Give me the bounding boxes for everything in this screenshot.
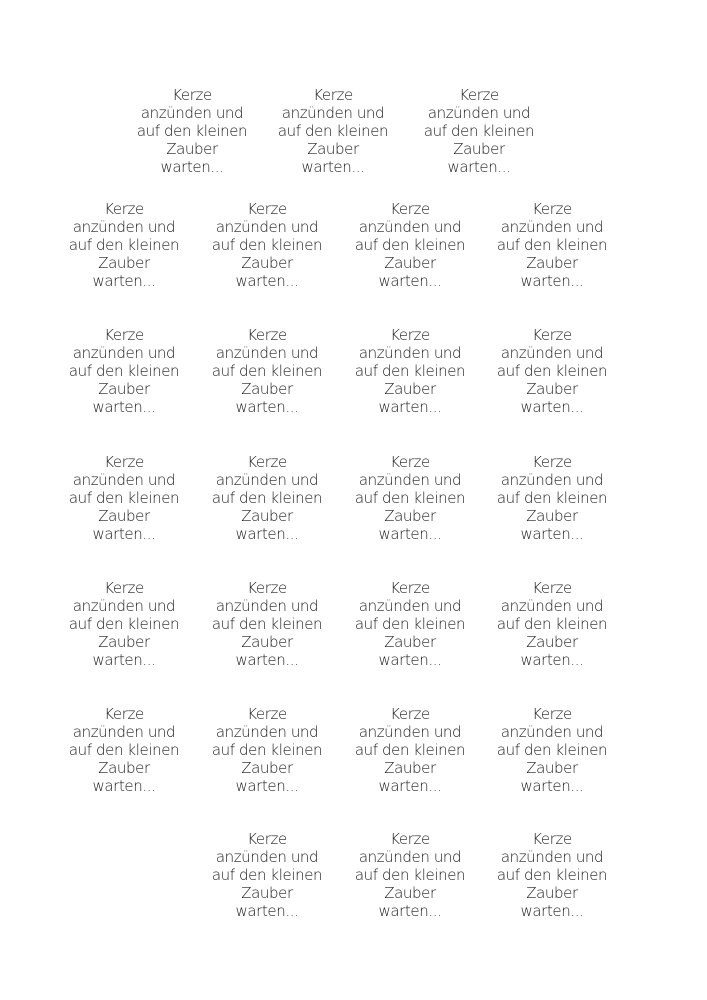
label-line-2: anzünden und bbox=[215, 723, 319, 741]
label-line-1: Kerze bbox=[247, 453, 287, 471]
label-line-5: warten... bbox=[92, 525, 156, 543]
label-line-3: auf den kleinen bbox=[211, 489, 323, 507]
candle-label bbox=[207, 579, 327, 669]
label-line-1: Kerze bbox=[390, 830, 430, 848]
label-line-4: Zauber bbox=[384, 254, 436, 272]
label-line-5: warten... bbox=[520, 651, 584, 669]
label-line-2: anzünden und bbox=[427, 104, 531, 122]
label-line-5: warten... bbox=[301, 158, 365, 176]
label-line-5: warten... bbox=[92, 651, 156, 669]
label-line-4: Zauber bbox=[98, 759, 150, 777]
label-line-3: auf den kleinen bbox=[496, 362, 608, 380]
label-line-1: Kerze bbox=[390, 453, 430, 471]
label-line-2: anzünden und bbox=[358, 597, 462, 615]
candle-label bbox=[419, 86, 539, 176]
label-line-5: warten... bbox=[92, 398, 156, 416]
label-line-5: warten... bbox=[235, 272, 299, 290]
label-line-1: Kerze bbox=[313, 86, 353, 104]
label-line-3: auf den kleinen bbox=[136, 122, 248, 140]
label-line-2: anzünden und bbox=[72, 597, 176, 615]
label-line-1: Kerze bbox=[104, 453, 144, 471]
label-line-4: Zauber bbox=[526, 380, 578, 398]
candle-label bbox=[492, 326, 612, 416]
label-line-3: auf den kleinen bbox=[211, 615, 323, 633]
label-line-5: warten... bbox=[235, 651, 299, 669]
label-line-5: warten... bbox=[235, 525, 299, 543]
label-line-1: Kerze bbox=[104, 326, 144, 344]
label-line-2: anzünden und bbox=[500, 848, 604, 866]
label-line-3: auf den kleinen bbox=[211, 236, 323, 254]
label-line-1: Kerze bbox=[532, 830, 572, 848]
label-line-4: Zauber bbox=[384, 884, 436, 902]
label-line-4: Zauber bbox=[241, 507, 293, 525]
label-line-4: Zauber bbox=[384, 380, 436, 398]
candle-label bbox=[350, 200, 470, 290]
candle-label bbox=[207, 326, 327, 416]
label-line-1: Kerze bbox=[247, 830, 287, 848]
label-line-5: warten... bbox=[520, 902, 584, 920]
label-line-5: warten... bbox=[447, 158, 511, 176]
label-line-5: warten... bbox=[520, 525, 584, 543]
label-line-5: warten... bbox=[378, 398, 442, 416]
label-line-5: warten... bbox=[235, 902, 299, 920]
label-line-3: auf den kleinen bbox=[68, 362, 180, 380]
label-line-4: Zauber bbox=[241, 884, 293, 902]
candle-label bbox=[64, 705, 184, 795]
candle-label bbox=[350, 830, 470, 920]
label-line-4: Zauber bbox=[453, 140, 505, 158]
label-line-4: Zauber bbox=[241, 380, 293, 398]
label-line-2: anzünden und bbox=[358, 471, 462, 489]
label-line-1: Kerze bbox=[247, 326, 287, 344]
label-line-4: Zauber bbox=[526, 254, 578, 272]
label-line-5: warten... bbox=[378, 777, 442, 795]
label-line-1: Kerze bbox=[390, 705, 430, 723]
label-line-3: auf den kleinen bbox=[68, 741, 180, 759]
candle-label bbox=[492, 579, 612, 669]
label-line-1: Kerze bbox=[104, 579, 144, 597]
label-line-2: anzünden und bbox=[500, 471, 604, 489]
candle-label bbox=[492, 200, 612, 290]
label-line-4: Zauber bbox=[241, 633, 293, 651]
candle-label bbox=[273, 86, 393, 176]
label-line-2: anzünden und bbox=[72, 723, 176, 741]
label-line-1: Kerze bbox=[247, 579, 287, 597]
candle-label bbox=[64, 326, 184, 416]
label-line-3: auf den kleinen bbox=[354, 489, 466, 507]
candle-label bbox=[207, 453, 327, 543]
candle-label bbox=[492, 453, 612, 543]
label-line-1: Kerze bbox=[172, 86, 212, 104]
candle-label bbox=[492, 830, 612, 920]
label-line-4: Zauber bbox=[526, 507, 578, 525]
label-line-2: anzünden und bbox=[358, 218, 462, 236]
label-line-2: anzünden und bbox=[72, 344, 176, 362]
label-line-3: auf den kleinen bbox=[68, 489, 180, 507]
label-line-2: anzünden und bbox=[215, 848, 319, 866]
label-line-2: anzünden und bbox=[358, 723, 462, 741]
label-line-4: Zauber bbox=[98, 380, 150, 398]
label-line-2: anzünden und bbox=[72, 218, 176, 236]
label-line-3: auf den kleinen bbox=[354, 866, 466, 884]
label-line-3: auf den kleinen bbox=[496, 866, 608, 884]
candle-label bbox=[207, 200, 327, 290]
label-line-4: Zauber bbox=[241, 759, 293, 777]
label-line-3: auf den kleinen bbox=[423, 122, 535, 140]
label-line-4: Zauber bbox=[166, 140, 218, 158]
label-line-4: Zauber bbox=[526, 884, 578, 902]
label-line-1: Kerze bbox=[532, 579, 572, 597]
label-line-1: Kerze bbox=[459, 86, 499, 104]
label-line-3: auf den kleinen bbox=[277, 122, 389, 140]
label-line-1: Kerze bbox=[390, 579, 430, 597]
candle-label bbox=[350, 705, 470, 795]
label-line-5: warten... bbox=[378, 651, 442, 669]
candle-label bbox=[350, 326, 470, 416]
label-line-5: warten... bbox=[520, 272, 584, 290]
label-line-1: Kerze bbox=[247, 200, 287, 218]
label-line-2: anzünden und bbox=[500, 723, 604, 741]
label-line-3: auf den kleinen bbox=[211, 866, 323, 884]
label-line-3: auf den kleinen bbox=[496, 741, 608, 759]
candle-label bbox=[207, 830, 327, 920]
label-line-5: warten... bbox=[520, 777, 584, 795]
label-line-2: anzünden und bbox=[358, 344, 462, 362]
candle-label bbox=[350, 453, 470, 543]
label-line-2: anzünden und bbox=[140, 104, 244, 122]
label-line-1: Kerze bbox=[247, 705, 287, 723]
label-line-3: auf den kleinen bbox=[354, 615, 466, 633]
label-line-5: warten... bbox=[235, 398, 299, 416]
candle-label bbox=[64, 579, 184, 669]
label-line-5: warten... bbox=[92, 777, 156, 795]
label-line-4: Zauber bbox=[241, 254, 293, 272]
candle-label bbox=[64, 200, 184, 290]
label-line-1: Kerze bbox=[532, 453, 572, 471]
label-line-3: auf den kleinen bbox=[496, 615, 608, 633]
candle-label bbox=[207, 705, 327, 795]
label-line-1: Kerze bbox=[532, 705, 572, 723]
label-line-5: warten... bbox=[160, 158, 224, 176]
label-line-2: anzünden und bbox=[215, 471, 319, 489]
label-line-4: Zauber bbox=[384, 507, 436, 525]
label-line-4: Zauber bbox=[384, 759, 436, 777]
label-line-2: anzünden und bbox=[215, 597, 319, 615]
candle-label bbox=[64, 453, 184, 543]
label-line-1: Kerze bbox=[104, 200, 144, 218]
label-line-2: anzünden und bbox=[215, 344, 319, 362]
label-line-3: auf den kleinen bbox=[354, 741, 466, 759]
label-line-1: Kerze bbox=[532, 326, 572, 344]
label-line-5: warten... bbox=[235, 777, 299, 795]
label-line-4: Zauber bbox=[526, 633, 578, 651]
label-line-2: anzünden und bbox=[358, 848, 462, 866]
label-line-5: warten... bbox=[378, 525, 442, 543]
label-line-1: Kerze bbox=[390, 326, 430, 344]
label-line-2: anzünden und bbox=[500, 597, 604, 615]
label-line-3: auf den kleinen bbox=[68, 615, 180, 633]
label-line-5: warten... bbox=[92, 272, 156, 290]
label-line-3: auf den kleinen bbox=[496, 489, 608, 507]
label-line-4: Zauber bbox=[98, 507, 150, 525]
candle-label bbox=[492, 705, 612, 795]
label-line-1: Kerze bbox=[390, 200, 430, 218]
label-line-3: auf den kleinen bbox=[68, 236, 180, 254]
label-line-3: auf den kleinen bbox=[496, 236, 608, 254]
label-line-4: Zauber bbox=[384, 633, 436, 651]
label-line-1: Kerze bbox=[532, 200, 572, 218]
label-line-2: anzünden und bbox=[500, 344, 604, 362]
label-line-4: Zauber bbox=[98, 254, 150, 272]
candle-label bbox=[350, 579, 470, 669]
label-line-3: auf den kleinen bbox=[354, 362, 466, 380]
label-line-1: Kerze bbox=[104, 705, 144, 723]
label-line-3: auf den kleinen bbox=[211, 362, 323, 380]
label-line-2: anzünden und bbox=[281, 104, 385, 122]
label-line-2: anzünden und bbox=[72, 471, 176, 489]
label-line-5: warten... bbox=[378, 272, 442, 290]
label-line-3: auf den kleinen bbox=[211, 741, 323, 759]
candle-label bbox=[132, 86, 252, 176]
label-line-4: Zauber bbox=[526, 759, 578, 777]
label-line-4: Zauber bbox=[98, 633, 150, 651]
label-line-2: anzünden und bbox=[215, 218, 319, 236]
label-line-3: auf den kleinen bbox=[354, 236, 466, 254]
label-line-4: Zauber bbox=[307, 140, 359, 158]
label-line-5: warten... bbox=[520, 398, 584, 416]
label-line-5: warten... bbox=[378, 902, 442, 920]
label-line-2: anzünden und bbox=[500, 218, 604, 236]
